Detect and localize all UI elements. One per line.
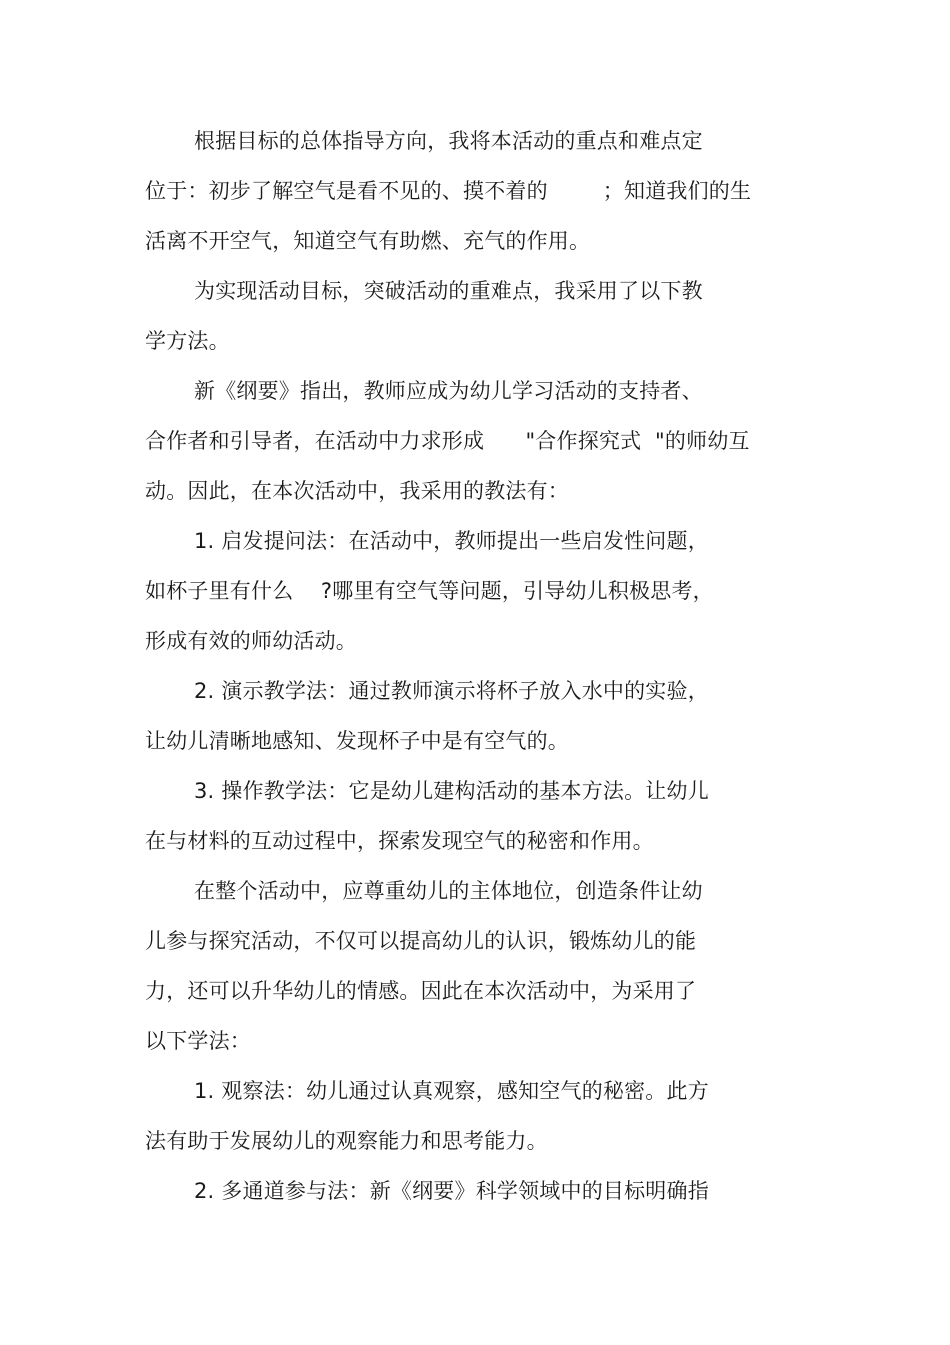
paragraph-1-line-2: 位于：初步了解空气是看不见的、摸不着的 ；知道我们的生 <box>145 179 752 203</box>
method-3-line-1: 3. 操作教学法：它是幼儿建构活动的基本方法。让幼儿 <box>194 779 709 803</box>
method-1-line-2: 如杯子里有什么 ?哪里有空气等问题，引导幼儿积极思考， <box>145 579 714 603</box>
method-2-line-2: 让幼儿清晰地感知、发现杯子中是有空气的。 <box>145 729 569 753</box>
paragraph-2-line-2: 学方法。 <box>145 329 230 353</box>
learning-method-1-line-1: 1. 观察法：幼儿通过认真观察，感知空气的秘密。此方 <box>194 1079 709 1103</box>
paragraph-4-line-2: 儿参与探究活动，不仅可以提高幼儿的认识，锻炼幼儿的能 <box>145 929 697 953</box>
paragraph-1-line-1: 根据目标的总体指导方向，我将本活动的重点和难点定 <box>194 129 703 153</box>
paragraph-1-line-3: 活离不开空气，知道空气有助燃、充气的作用。 <box>145 229 591 253</box>
paragraph-3-line-2: 合作者和引导者，在活动中力求形成 "合作探究式 "的师幼互 <box>145 429 750 453</box>
paragraph-4-line-3: 力，还可以升华幼儿的情感。因此在本次活动中，为采用了 <box>145 979 697 1003</box>
paragraph-4-line-4: 以下学法： <box>145 1029 251 1053</box>
method-2-line-1: 2. 演示教学法：通过教师演示将杯子放入水中的实验， <box>194 679 709 703</box>
paragraph-3-line-3: 动。因此，在本次活动中，我采用的教法有： <box>145 479 569 503</box>
paragraph-2-line-1: 为实现活动目标，突破活动的重难点，我采用了以下教 <box>194 279 703 303</box>
method-3-line-2: 在与材料的互动过程中，探索发现空气的秘密和作用。 <box>145 829 654 853</box>
learning-method-1-line-2: 法有助于发展幼儿的观察能力和思考能力。 <box>145 1129 548 1153</box>
method-1-line-1: 1. 启发提问法：在活动中，教师提出一些启发性问题， <box>194 529 709 553</box>
learning-method-2-line-1: 2. 多通道参与法：新《纲要》科学领域中的目标明确指 <box>194 1179 709 1203</box>
paragraph-4-line-1: 在整个活动中，应尊重幼儿的主体地位，创造条件让幼 <box>194 879 703 903</box>
method-1-line-3: 形成有效的师幼活动。 <box>145 629 357 653</box>
paragraph-3-line-1: 新《纲要》指出，教师应成为幼儿学习活动的支持者、 <box>194 379 703 403</box>
